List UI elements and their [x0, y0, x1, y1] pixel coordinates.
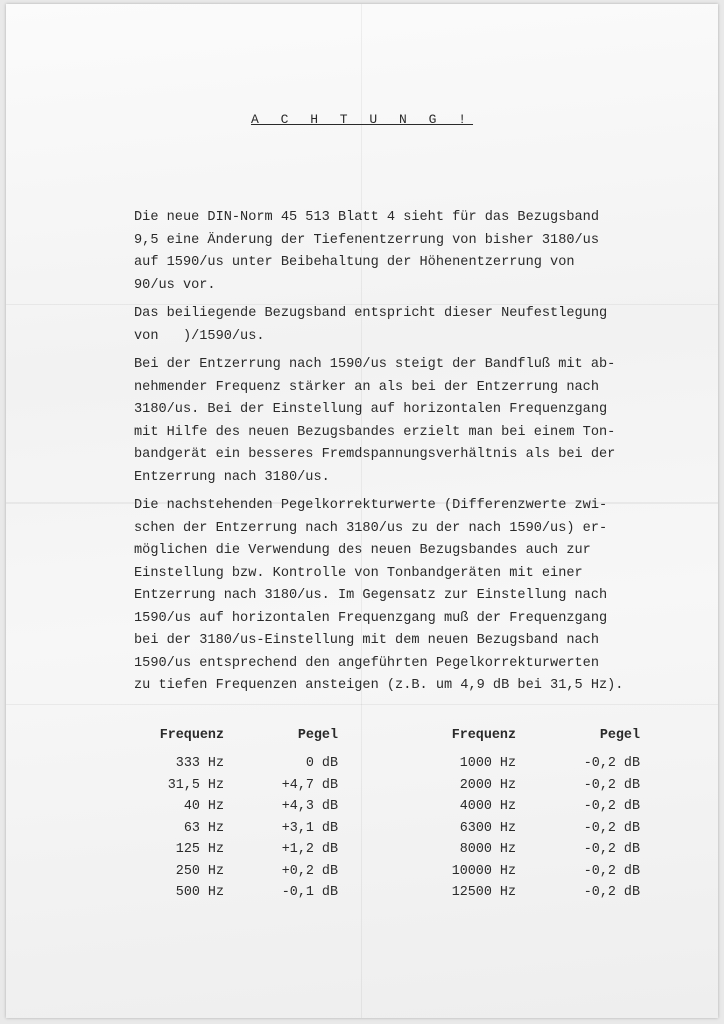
text-line: Die nachstehenden Pegelkorrekturwerte (Differenzwerte zwi- — [134, 498, 608, 513]
cell-frequency: 6300 Hz — [459, 820, 516, 836]
text-line: Entzerrung nach 3180/us. — [134, 469, 330, 485]
text-line: 90/us vor. — [134, 277, 216, 293]
cell-level: -0,2 dB — [583, 885, 640, 901]
table-row — [142, 796, 640, 818]
table-row — [142, 775, 640, 797]
cell-frequency: 2000 Hz — [459, 777, 516, 793]
column-header-level: Pegel — [599, 728, 640, 743]
text-line: Die neue DIN-Norm 45 513 Blatt 4 sieht für das Bezugsband — [134, 210, 599, 225]
text-line: zu tiefen Frequenzen ansteigen (z.B. um 4,9 dB bei 31,5 Hz). — [134, 678, 624, 693]
column-header-frequency: Frequenz — [159, 728, 224, 743]
text-line: 1590/us auf horizontalen Frequenzgang muß der Frequenzgang — [134, 610, 608, 626]
cell-frequency: 8000 Hz — [459, 842, 516, 858]
cell-frequency: 500 Hz — [175, 885, 224, 901]
text-line: möglichen die Verwendung des neuen Bezugsbandes auch zur — [134, 543, 591, 558]
text-line: 9,5 eine Änderung der Tiefenentzerrung von bisher 3180/us — [134, 232, 599, 248]
body-text — [134, 207, 654, 704]
column-header-level: Pegel — [297, 728, 338, 743]
cell-level: +0,2 dB — [281, 863, 338, 879]
paragraph — [134, 495, 654, 698]
cell-frequency: 12500 Hz — [451, 885, 516, 901]
text-line: Bei der Entzerrung nach 1590/us steigt der Bandfluß mit ab- — [134, 357, 616, 372]
cell-frequency: 1000 Hz — [459, 756, 516, 772]
cell-frequency: 10000 Hz — [451, 863, 516, 879]
cell-level: +1,2 dB — [281, 842, 338, 858]
paragraph — [134, 207, 654, 297]
cell-frequency: 31,5 Hz — [167, 777, 224, 793]
text-line: 1590/us entsprechend den angeführten Pegelkorrekturwerten — [134, 655, 599, 671]
text-line: bei der 3180/us-Einstellung mit dem neuen Bezugsband nach — [134, 633, 599, 648]
text-line: 3180/us. Bei der Einstellung auf horizontalen Frequenzgang — [134, 402, 608, 417]
text-line: nehmender Frequenz stärker an als bei der Entzerrung nach — [134, 379, 599, 395]
cell-level: -0,2 dB — [583, 820, 640, 836]
column-header-frequency: Frequenz — [451, 728, 516, 743]
table-row — [142, 861, 640, 883]
cell-frequency: 125 Hz — [175, 842, 224, 858]
cell-level: +3,1 dB — [281, 820, 338, 836]
text-line: bandgerät ein besseres Fremdspannungsverhältnis als bei der — [134, 447, 616, 462]
text-line: auf 1590/us unter Beibehaltung der Höhenentzerrung von — [134, 255, 575, 270]
cell-level: -0,2 dB — [583, 799, 640, 815]
table-row — [142, 839, 640, 861]
text-line: von )/1590/us. — [134, 328, 265, 344]
table-row — [142, 753, 640, 775]
cell-frequency: 63 Hz — [183, 820, 224, 836]
paragraph — [134, 303, 654, 348]
text-line: schen der Entzerrung nach 3180/us zu der nach 1590/us) er- — [134, 520, 608, 536]
document-page — [6, 4, 718, 1018]
cell-frequency: 250 Hz — [175, 863, 224, 879]
cell-level: -0,2 dB — [583, 863, 640, 879]
paragraph — [134, 354, 654, 489]
cell-level: +4,7 dB — [281, 777, 338, 793]
cell-level: -0,2 dB — [583, 756, 640, 772]
cell-level: 0 dB — [305, 756, 338, 772]
cell-frequency: 333 Hz — [175, 756, 224, 772]
cell-level: +4,3 dB — [281, 799, 338, 815]
text-line: mit Hilfe des neuen Bezugsbandes erzielt man bei einem Ton- — [134, 424, 616, 440]
paper-crease — [6, 704, 718, 705]
text-line: Einstellung bzw. Kontrolle von Tonbandgeräten mit einer — [134, 565, 583, 581]
cell-level: -0,2 dB — [583, 842, 640, 858]
cell-frequency: 40 Hz — [183, 799, 224, 815]
table-header-row — [142, 728, 640, 753]
table-row — [142, 882, 640, 904]
cell-level: -0,2 dB — [583, 777, 640, 793]
cell-frequency: 4000 Hz — [459, 799, 516, 815]
correction-table — [142, 728, 640, 904]
document-title: A C H T U N G ! — [250, 112, 474, 127]
cell-level: -0,1 dB — [281, 885, 338, 901]
table-row — [142, 818, 640, 840]
text-line: Das beiliegende Bezugsband entspricht dieser Neufestlegung — [134, 306, 608, 321]
text-line: Entzerrung nach 3180/us. Im Gegensatz zur Einstellung nach — [134, 588, 608, 603]
